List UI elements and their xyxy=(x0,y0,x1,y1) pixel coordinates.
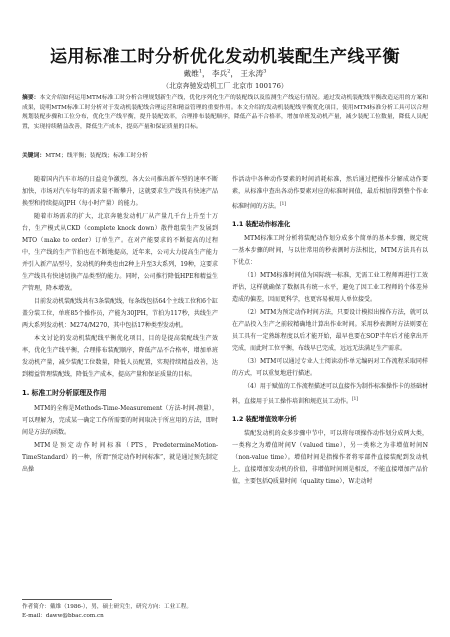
author-footnote xyxy=(22,603,428,621)
author-bio: 作者简介：戴维（1986-），男，硕士研究生，研究方向：工业工程。 xyxy=(22,604,192,610)
keywords-text: MTM；线平衡；装配线；标准工时分析 xyxy=(45,153,148,159)
author-sup: 2 xyxy=(227,68,231,75)
right-column xyxy=(232,174,428,489)
body-paragraph: （1）MTM标准时间值为国际统一标准，无需工业工程师再进行工效评估，这样就确保了数据具有统一水平，避免了因工业工程师的个体差异造成的偏差，因而更科学，也更容易被用人单位接受。 xyxy=(232,272,428,303)
body-paragraph: 装配发动机的众多步骤中节中，可以将每项操作动作划分成两大类，一类称之为增值时间V（valued time），另一类称之为非增值时间N（non-value time）。增值时间是指操作者将零部件直接装配到发动机上，直接增加发动机的价值，非增值时间则是相反，不能直接增加产品价值，主要包括Q质量时间（quality time），W走动时 xyxy=(232,430,428,485)
abstract xyxy=(22,94,428,132)
keywords-label: 关键词： xyxy=(22,153,46,159)
body-paragraph: （3）MTM可以通过专业人士阅读动作单元编码对工作流程采取同样的方式，可以重复地进行描述。 xyxy=(232,358,428,377)
body-paragraph: 随着国内汽车市场的日益竞争激烈，各大公司推出新车型的速率不断加快，市场对汽车每年的需求量不断攀升，这就要求生产线具有快速产品换型和持续提高JPH（每小时产量）的能力。 xyxy=(22,176,218,207)
author-list: 戴维$^1$， 李兵$^2$， 王永涛$^3$ xyxy=(183,68,267,78)
subsection-heading: 1.1 装配动作标准化 xyxy=(232,220,291,228)
author-affiliation: （北京奔驰发动机工厂 北京市 100176） xyxy=(162,82,288,90)
citation: [1] xyxy=(280,201,286,206)
subsection-heading: 1.2 装配增值效率分析 xyxy=(232,415,297,423)
paper-title: 运用标准工时分析优化发动机装配生产线平衡 xyxy=(50,47,400,67)
body-paragraph: MTM是预定动作时间标准（PTS，PredetermineMotion-TimeStandard）的一种，所谓“预定动作时间标准”，就是通过预先制定出操 xyxy=(22,442,218,473)
author-name: 王永涛 xyxy=(240,69,264,78)
keywords xyxy=(22,152,428,162)
body-paragraph xyxy=(232,381,428,408)
body-paragraph: MTM标准工时分析将装配动作划分成多个简单的基本步骤，规定统一基本步骤的时间，与以往常用的秒表测时方法相比，MTM方法具有以下优点： xyxy=(232,235,428,266)
body-paragraph: 随着市场需求的扩大，北京奔驰发动机厂从产量几千台上升至十万台，生产模式从CKD（complete knock down）散件组装生产发展到MTO（make to order）订单生产。在对产能要求的不断提高的过程中，生产线的生产节拍也在不断地提高，近年来，公司大力提高生产能力并引入新产品型号，发动机的种类也由2种上升至3大系列，19种，这要求生产线具有快速切换产品类型的能力。同时，公司推行降低HPE和精益生产管理，降本增效。 xyxy=(22,213,218,292)
section-heading: 1. 标准工时分析原理及作用 xyxy=(22,389,107,397)
continued-text: 作活动中各种动作要素的时间消耗标准，然后通过把操作分解成动作要素，从标准中查出各动作要素对应的标准时间值，最后相加得到整个作业标准时间的方法。 xyxy=(232,176,428,210)
citation: [1] xyxy=(352,396,358,401)
author-sup: 3 xyxy=(263,68,267,75)
body-paragraph: 本文讨论的发动机装配线平衡优化项目，目的是提高装配线生产效率，优化生产线平衡，合理排布装配顺序，降低产品不合格率，增加单班发动机产量，减少装配工位数量，降低人员配置，实现持续精益改善，达到精益管理装配线，降低生产成本，提高产量和保证质量的目标。 xyxy=(22,335,218,378)
body-paragraph xyxy=(232,174,428,213)
body-paragraph: （2）MTM为预定动作时间方法，只要设计模拟出操作方法，就可以在产品投入生产之前较精确地计算出作业时间。采用秒表测时方法则要在员工具有一定熟练程度以后才能开始，最早也要在SOP半年后才能拿出开完成，而此时工位平衡，布线早已完成，远远无法满足生产需求。 xyxy=(232,309,428,352)
author-name: 戴维 xyxy=(183,69,199,78)
list-item-text: （4）用于赋值的工作流程描述可以直接作为制作标准操作卡的基础材料，直接用于员工操作培训和规范员工动作。 xyxy=(232,383,428,405)
body-paragraph: MTM的全称是Methods-Time-Measurement（方法-时间-测量），可以理解为，完成某一确定工作所需要的时间取决于所应用的方法，即时间是方法的函数。 xyxy=(22,405,218,436)
left-column xyxy=(22,174,218,477)
footnote-divider xyxy=(22,599,112,600)
author-sup: 1 xyxy=(198,68,202,75)
abstract-label: 摘要： xyxy=(22,95,40,101)
author-email: E-mail：daww@bbac.com.cn xyxy=(22,613,104,619)
author-name: 李兵 xyxy=(212,69,228,78)
body-paragraph: 目前发动机装配线共有3条装配线，每条线包括64个主线工位和6个缸盖分装工位，单班85个操作员，产能为30JPH，节拍为117秒，共线生产两大系列发动机：M274/M270，其中包括17种类型发动机。 xyxy=(22,298,218,329)
abstract-text: 本文介绍如何运用MTM标准工时分析合理规划新生产线，优化序列化生产的装配线以及监测生产线运行情况。通过发动机装配线平衡改造运用的方案和成果，说明MTM标准工时分析对于发动机装配线合理运营和精益管理的重要作用。本文介绍的发动机装配线平衡优化项目，使用MTM标准分析工具可以合理规划装配步骤和工位分布，优化生产线平衡，提升装配效率，合理排布装配顺序，降低产品不合格率，增加单班发动机产量，减少装配工位数量，降低人员配置，实现持续精益改善，降低生产成本，提高产量和保证质量的目标。 xyxy=(22,95,428,130)
